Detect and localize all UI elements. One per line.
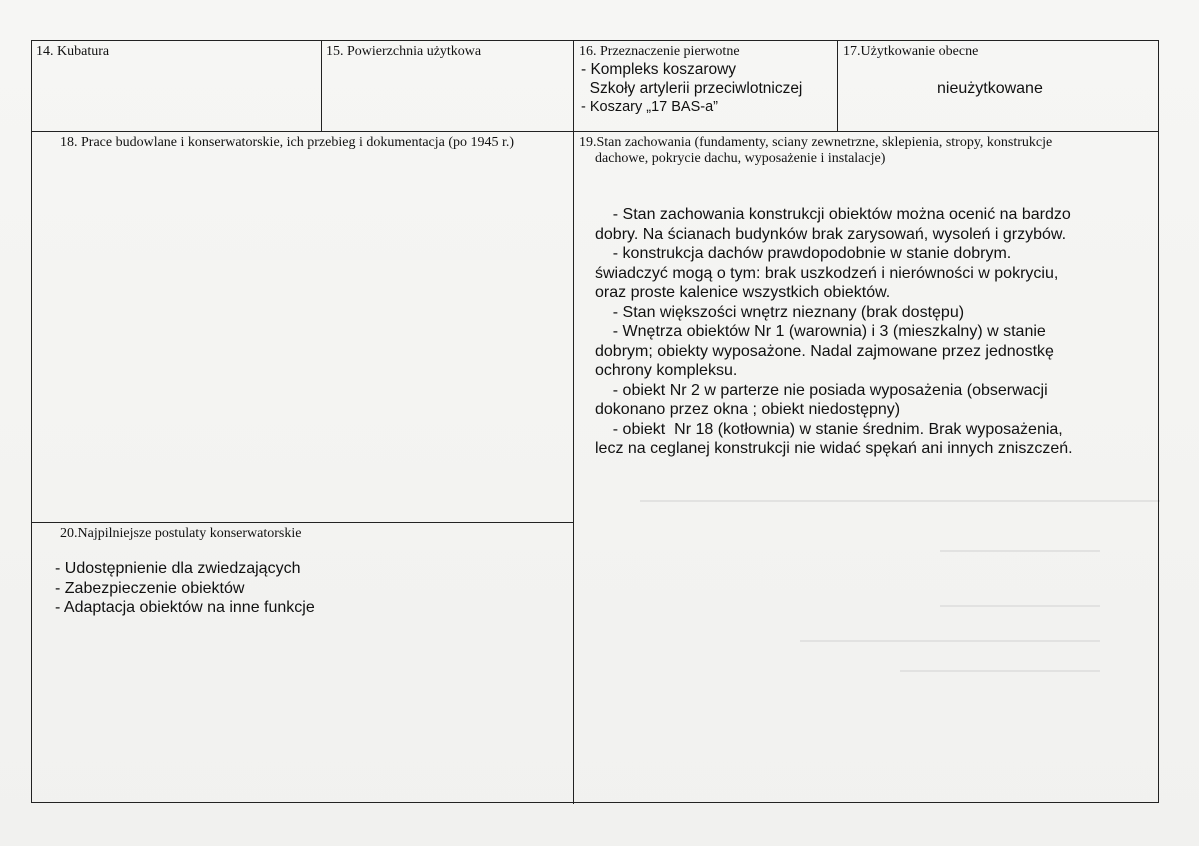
field-19-stan-zachowania [579,135,1155,457]
field-20-label: 20.Najpilniejsze postulaty konserwatorskie [60,526,302,541]
field-20-item-1: - Udostępnienie dla zwiedzających [55,560,301,577]
field-14-label: 14. Kubatura [36,44,110,59]
field-17-uzytkowanie [843,44,1155,97]
field-14-kubatura [36,44,316,60]
field-19-line-2: dobry. Na ścianach budynków brak zarysowań, wysoleń i grzybów. [595,225,1067,243]
field-16-line-1: - Kompleks koszarowy [581,61,737,78]
field-20-item-3: - Adaptacja obiektów na inne funkcje [55,599,315,616]
field-15-label: 15. Powierzchnia użytkowa [326,44,482,59]
field-19-line-1: - Stan zachowania konstrukcji obiektów można ocenić na bardzo [595,206,1071,223]
form-table [31,40,1159,803]
field-16-przeznaczenie [579,44,834,117]
field-19-line-10: - obiekt Nr 2 w parterze nie posiada wyposażenia (obserwacji [595,381,1048,399]
field-19-line-7: - Wnętrza obiektów Nr 1 (warownia) i 3 (mieszkalny) w stanie [595,323,1046,340]
field-19-line-3: - konstrukcja dachów prawdopodobnie w stanie dobrym. [595,245,1012,262]
divider-h-1 [32,131,1159,132]
divider-v-1 [321,41,322,131]
field-19-label-line-1: 19.Stan zachowania (fundamenty, sciany zewnetrzne, sklepienia, stropy, konstrukcje [579,135,1053,150]
field-15-powierzchnia [326,44,566,60]
field-19-line-4: świadczyć mogą o tym: brak uszkodzeń i nierówności w pokryciu, [595,264,1059,282]
field-16-line-3: - Koszary „17 BAS-a” [581,99,718,115]
field-17-label: 17.Użytkowanie obecne [843,44,979,59]
field-19-line-6: - Stan większości wnętrz nieznany (brak dostępu) [595,303,965,321]
field-19-text [595,205,1155,459]
field-19-line-12: - obiekt Nr 18 (kotłownia) w stanie średnim. Brak wyposażenia, [595,420,1063,438]
field-19-label-line-2: dachowe, pokrycie dachu, wyposażenie i instalacje) [595,151,886,166]
field-18-prace-budowlane [60,135,570,151]
field-18-label: 18. Prace budowlane i konserwatorskie, ich przebieg i dokumentacja (po 1945 r.) [60,135,515,150]
field-20-item-2: - Zabezpieczenie obiektów [55,579,245,597]
field-19-line-13: lecz na ceglanej konstrukcji nie widać spękań ani innych zniszczeń. [595,440,1073,457]
field-19-line-9: ochrony kompleksu. [595,362,738,379]
field-16-label: 16. Przeznaczenie pierwotne [579,44,740,59]
field-20-list [55,559,565,618]
divider-h-2 [32,522,573,523]
field-19-line-8: dobrym; obiekty wyposażone. Nadal zajmowane przez jednostkę [595,342,1054,360]
field-19-line-11: dokonano przez okna ; obiekt niedostępny) [595,401,901,418]
field-20-postulaty [55,526,570,616]
divider-v-2 [573,41,574,804]
field-17-value: nieużytkowane [937,80,1043,97]
field-16-line-2: Szkoły artylerii przeciwlotniczej [581,80,803,97]
field-19-line-5: oraz proste kalenice wszystkich obiektów. [595,284,891,301]
divider-v-3 [837,41,838,131]
